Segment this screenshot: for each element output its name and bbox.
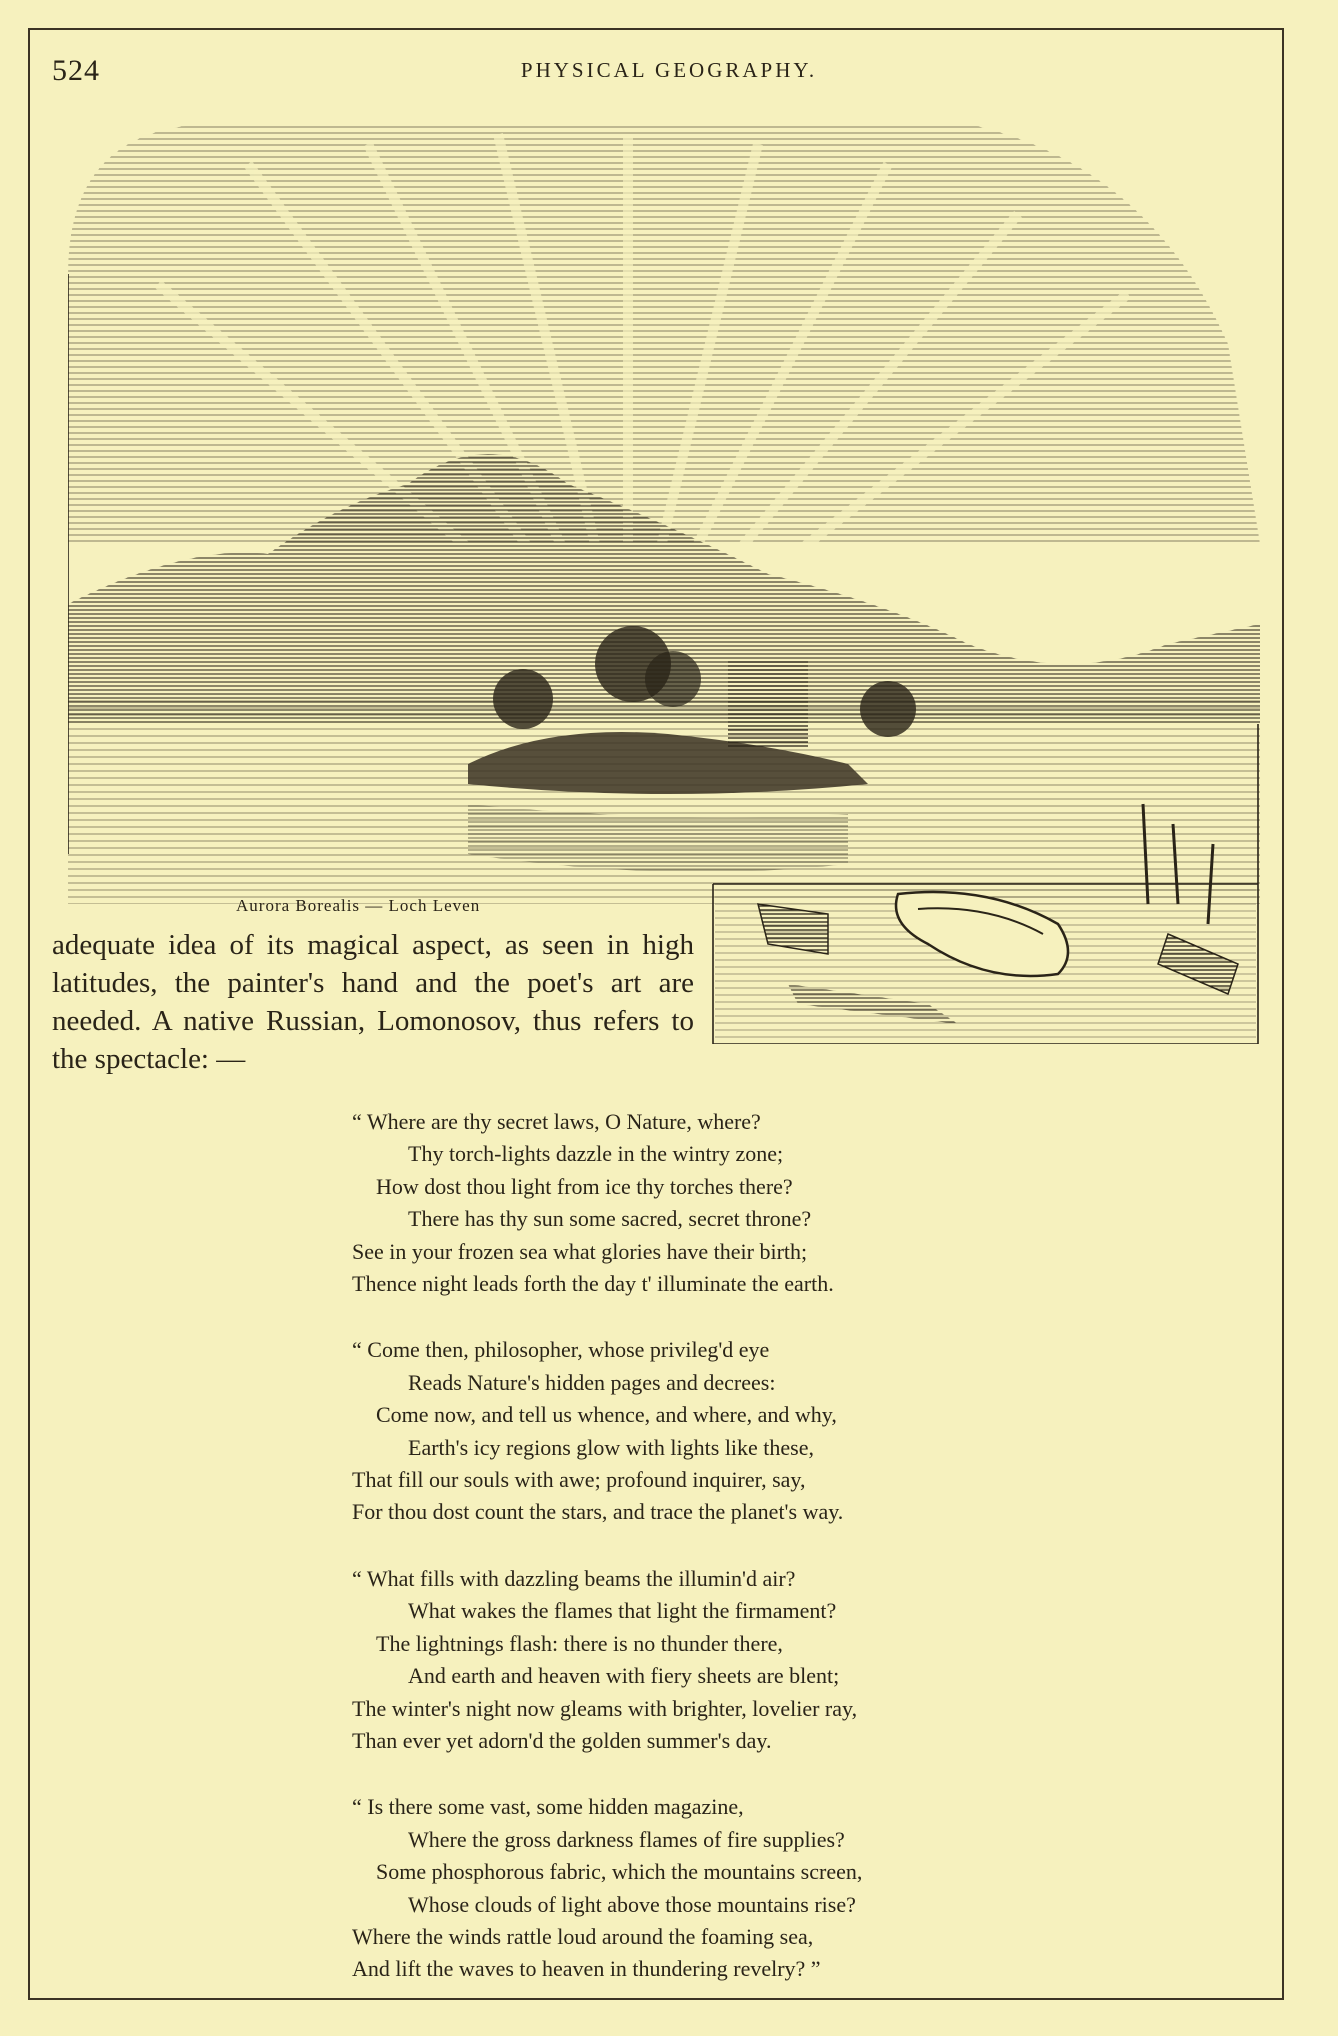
- poem: [352, 1106, 1032, 2020]
- poem-line: Thy torch-lights dazzle in the wintry zone;: [408, 1141, 784, 1167]
- poem-line: Come now, and tell us whence, and where, and why,: [376, 1402, 837, 1428]
- poem-line: There has thy sun some sacred, secret throne?: [408, 1206, 812, 1232]
- running-title: PHYSICAL GEOGRAPHY.: [520, 58, 818, 82]
- poem-line: Some phosphorous fabric, which the mountains screen,: [376, 1859, 863, 1885]
- poem-line: Thence night leads forth the day t' illuminate the earth.: [352, 1271, 834, 1297]
- poem-line: Than ever yet adorn'd the golden summer's day.: [352, 1727, 772, 1753]
- stanza-4: [352, 1791, 1032, 1985]
- poem-line: The winter's night now gleams with brighter, lovelier ray,: [352, 1695, 858, 1721]
- poem-line: Where the gross darkness flames of fire supplies?: [408, 1826, 845, 1852]
- poem-line: For thou dost count the stars, and trace the planet's way.: [352, 1499, 844, 1525]
- stanza-3: [352, 1563, 1032, 1757]
- poem-line: What wakes the flames that light the firmament?: [408, 1598, 837, 1624]
- poem-line: And lift the waves to heaven in thundering revelry? ”: [352, 1956, 821, 1982]
- page-number: 524: [52, 54, 100, 87]
- poem-line: Where the winds rattle loud around the foaming sea,: [352, 1923, 814, 1949]
- poem-line: Reads Nature's hidden pages and decrees:: [408, 1369, 776, 1395]
- poem-line: Whose clouds of light above those mountains rise?: [408, 1891, 856, 1917]
- poem-line: “ Where are thy secret laws, O Nature, where?: [352, 1109, 761, 1134]
- poem-line: See in your frozen sea what glories have their birth;: [352, 1238, 808, 1264]
- stanza-2: [352, 1334, 1032, 1528]
- poem-line: Earth's icy regions glow with lights like these,: [408, 1434, 815, 1460]
- poem-line: And earth and heaven with fiery sheets are blent;: [408, 1663, 840, 1689]
- stanza-1: [352, 1106, 1032, 1300]
- poem-line: The lightnings flash: there is no thunder there,: [376, 1630, 783, 1656]
- poem-line: How dost thou light from ice thy torches there?: [376, 1173, 793, 1199]
- poem-line: “ What fills with dazzling beams the illumin'd air?: [352, 1565, 796, 1591]
- poem-line: That fill our souls with awe; profound inquirer, say,: [352, 1467, 806, 1493]
- poem-line: “ Come then, philosopher, whose privileg'd eye: [352, 1337, 770, 1363]
- figure-caption: Aurora Borealis — Loch Leven: [236, 896, 481, 915]
- body-paragraph: adequate idea of its magical aspect, as seen in high latitudes, the painter's hand and the poet's art are needed. A native Russian, Lomonosov, thus refers to the spectacle: —: [52, 929, 694, 1075]
- poem-line: “ Is there some vast, some hidden magazine,: [352, 1794, 744, 1820]
